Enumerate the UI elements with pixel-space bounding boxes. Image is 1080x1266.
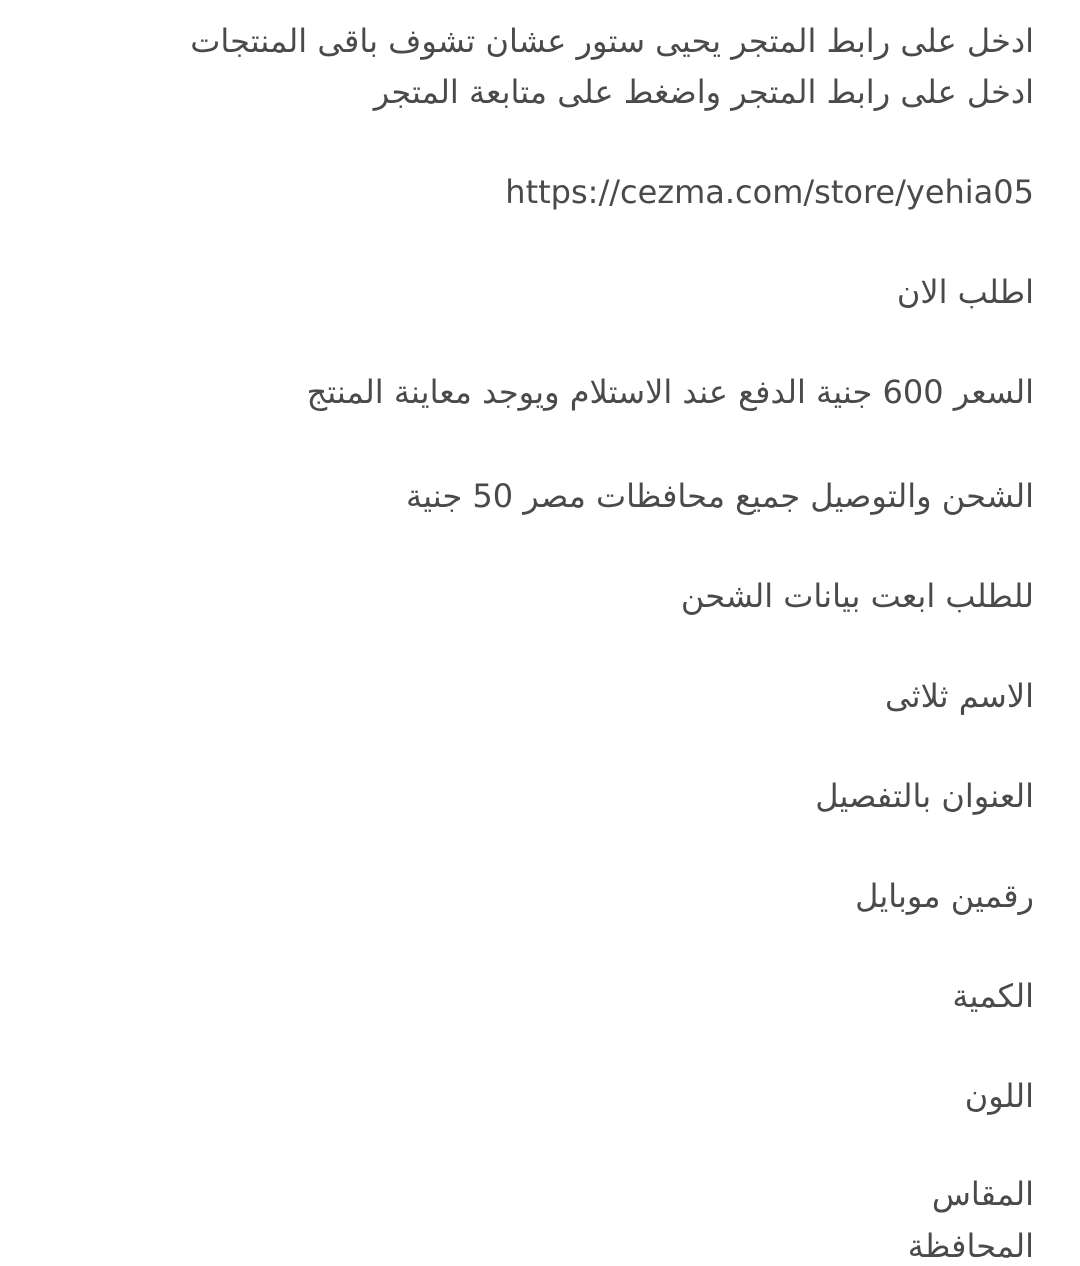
color-text: اللون — [964, 1077, 1034, 1115]
full-name-text: الاسم ثلاثى — [885, 677, 1034, 715]
order-now-text: اطلب الان — [896, 273, 1034, 311]
quantity-text: الكمية — [952, 977, 1034, 1015]
address-text: العنوان بالتفصيل — [815, 777, 1034, 815]
send-shipping-details-text: للطلب ابعت بيانات الشحن — [680, 577, 1034, 615]
size-text: المقاس — [931, 1175, 1034, 1213]
price-text: السعر 600 جنية الدفع عند الاستلام ويوجد معاينة المنتج — [306, 373, 1034, 411]
follow-store-text: ادخل على رابط المتجر واضغط على متابعة المتجر — [373, 73, 1034, 111]
shipping-text: الشحن والتوصيل جميع محافظات مصر 50 جنية — [405, 477, 1034, 515]
store-url-link[interactable]: https://cezma.com/store/yehia05 — [505, 173, 1034, 211]
cut-off-line-text: المحافظة — [907, 1227, 1034, 1265]
mobile-numbers-text: رقمين موبايل — [855, 877, 1034, 915]
store-link-intro-text: ادخل على رابط المتجر يحيى ستور عشان تشوف باقى المنتجات — [190, 22, 1034, 60]
